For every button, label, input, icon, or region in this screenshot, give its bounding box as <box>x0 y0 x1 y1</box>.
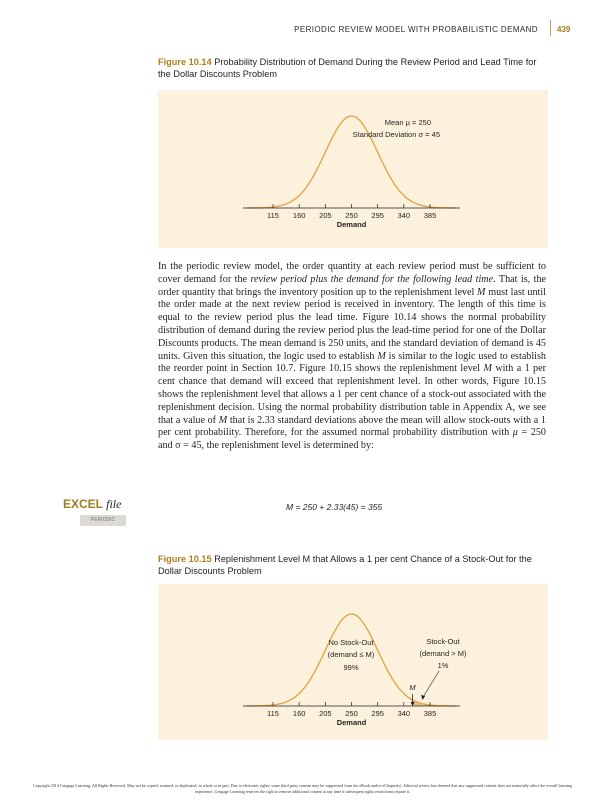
x-tick-label: 295 <box>371 211 384 220</box>
figure-10-14-chart <box>158 90 548 248</box>
stockout-pointer-line <box>423 671 439 698</box>
figure-10-14-caption-text: Probability Distribution of Demand During the Review Period and Lead Time for the Dollar Discounts Problem <box>158 57 537 79</box>
figure-10-15-label: Figure 10.15 <box>158 554 212 564</box>
copyright-notice: Copyright 2014 Cengage Learning. All Rights Reserved. May not be copied, scanned, or duplicated, in whole or in part. Due to electronic rights, some third party content may be suppressed from the eBook and/or eChapter(s). Editorial review has deemed that any suppressed content does not materially affect the overall learning experience. Cengage Learning reserves the right to remove additional content at any time if subsequent rights restrictions require it. <box>33 783 572 794</box>
stockout-label-line1: Stock-Out <box>426 637 460 646</box>
x-tick-label: 295 <box>371 709 384 718</box>
figure-10-14-label: Figure 10.14 <box>158 57 212 67</box>
x-tick-label: 115 <box>267 709 279 718</box>
header-divider <box>550 20 551 36</box>
body-paragraph: In the periodic review model, the order quantity at each review period must be sufficient to cover demand for the review period plus the demand for the following lead time. That is, the order quantity that brings the inventory position up to the replenishment level M must last until the order made at the next review period is received in inventory. The length of this time is equal to the review period plus the lead time. Figure 10.14 shows the normal probability distribution of demand during the review period plus the lead-time period for one of the Dollar Discounts products. The mean demand is 250 units, and the standard deviation of demand is 45 units. Given this situation, the logic used to establish M is similar to the logic used to establish the reorder point in Section 10.7. Figure 10.15 shows the replenishment level M with a 1 per cent chance that demand will exceed that replenishment level. In other words, Figure 10.15 shows the replenishment level that allows a 1 per cent chance of a stock-out associated with the replenishment decision. Using the normal probability distribution table in Appendix A, we see that a value of M that is 2.33 standard deviations above the mean will allow stock-outs with a 1 per cent probability. Therefore, for the assumed normal probability distribution with μ = 250 and σ = 45, the replenishment level is determined by: <box>158 261 547 452</box>
mean-annotation: Mean μ = 250 <box>384 118 431 127</box>
x-tick-label: 160 <box>292 211 306 220</box>
running-head: PERIODIC REVIEW MODEL WITH PROBABILISTIC DEMAND <box>294 25 538 34</box>
x-tick-label: 250 <box>345 709 358 718</box>
no-stockout-label-line2: (demand ≤ M) <box>327 650 375 659</box>
x-tick-label: 385 <box>423 709 437 718</box>
stockout-percent: 1% <box>437 661 449 670</box>
sd-annotation: Standard Deviation σ = 45 <box>352 130 440 139</box>
x-tick-label: 205 <box>319 211 332 220</box>
x-axis-label: Demand <box>336 220 367 229</box>
excel-word: EXCEL <box>63 497 103 511</box>
stockout-label-line2: (demand > M) <box>419 649 467 658</box>
page-number: 439 <box>557 25 571 34</box>
x-tick-label: 340 <box>397 709 411 718</box>
figure-10-15-caption <box>158 553 548 577</box>
stockout-pointer-arrowhead <box>421 695 425 700</box>
excel-file-label <box>63 497 121 512</box>
x-axis-label: Demand <box>336 718 367 727</box>
normal-distribution-curve <box>247 614 456 706</box>
figure-10-15-box <box>158 584 548 740</box>
no-stockout-label-line1: No Stock-Out <box>328 638 374 647</box>
x-tick-label: 340 <box>397 211 411 220</box>
x-tick-label: 385 <box>423 211 437 220</box>
x-tick-label: 250 <box>345 211 358 220</box>
x-tick-label: 160 <box>292 709 306 718</box>
x-tick-label: 205 <box>319 709 332 718</box>
figure-10-15-chart <box>158 584 548 740</box>
no-stockout-percent: 99% <box>343 663 359 672</box>
m-marker-label: M <box>409 683 416 692</box>
excel-file-tag: PERIODIC <box>80 515 126 526</box>
figure-10-15-caption-text: Replenishment Level M that Allows a 1 per cent Chance of a Stock-Out for the Dollar Discounts Problem <box>158 554 532 576</box>
file-word: file <box>106 497 122 511</box>
replenishment-equation: M = 250 + 2.33(45) = 355 <box>286 502 383 512</box>
figure-10-14-box <box>158 90 548 248</box>
x-tick-label: 115 <box>267 211 279 220</box>
figure-10-14-caption <box>158 56 548 80</box>
